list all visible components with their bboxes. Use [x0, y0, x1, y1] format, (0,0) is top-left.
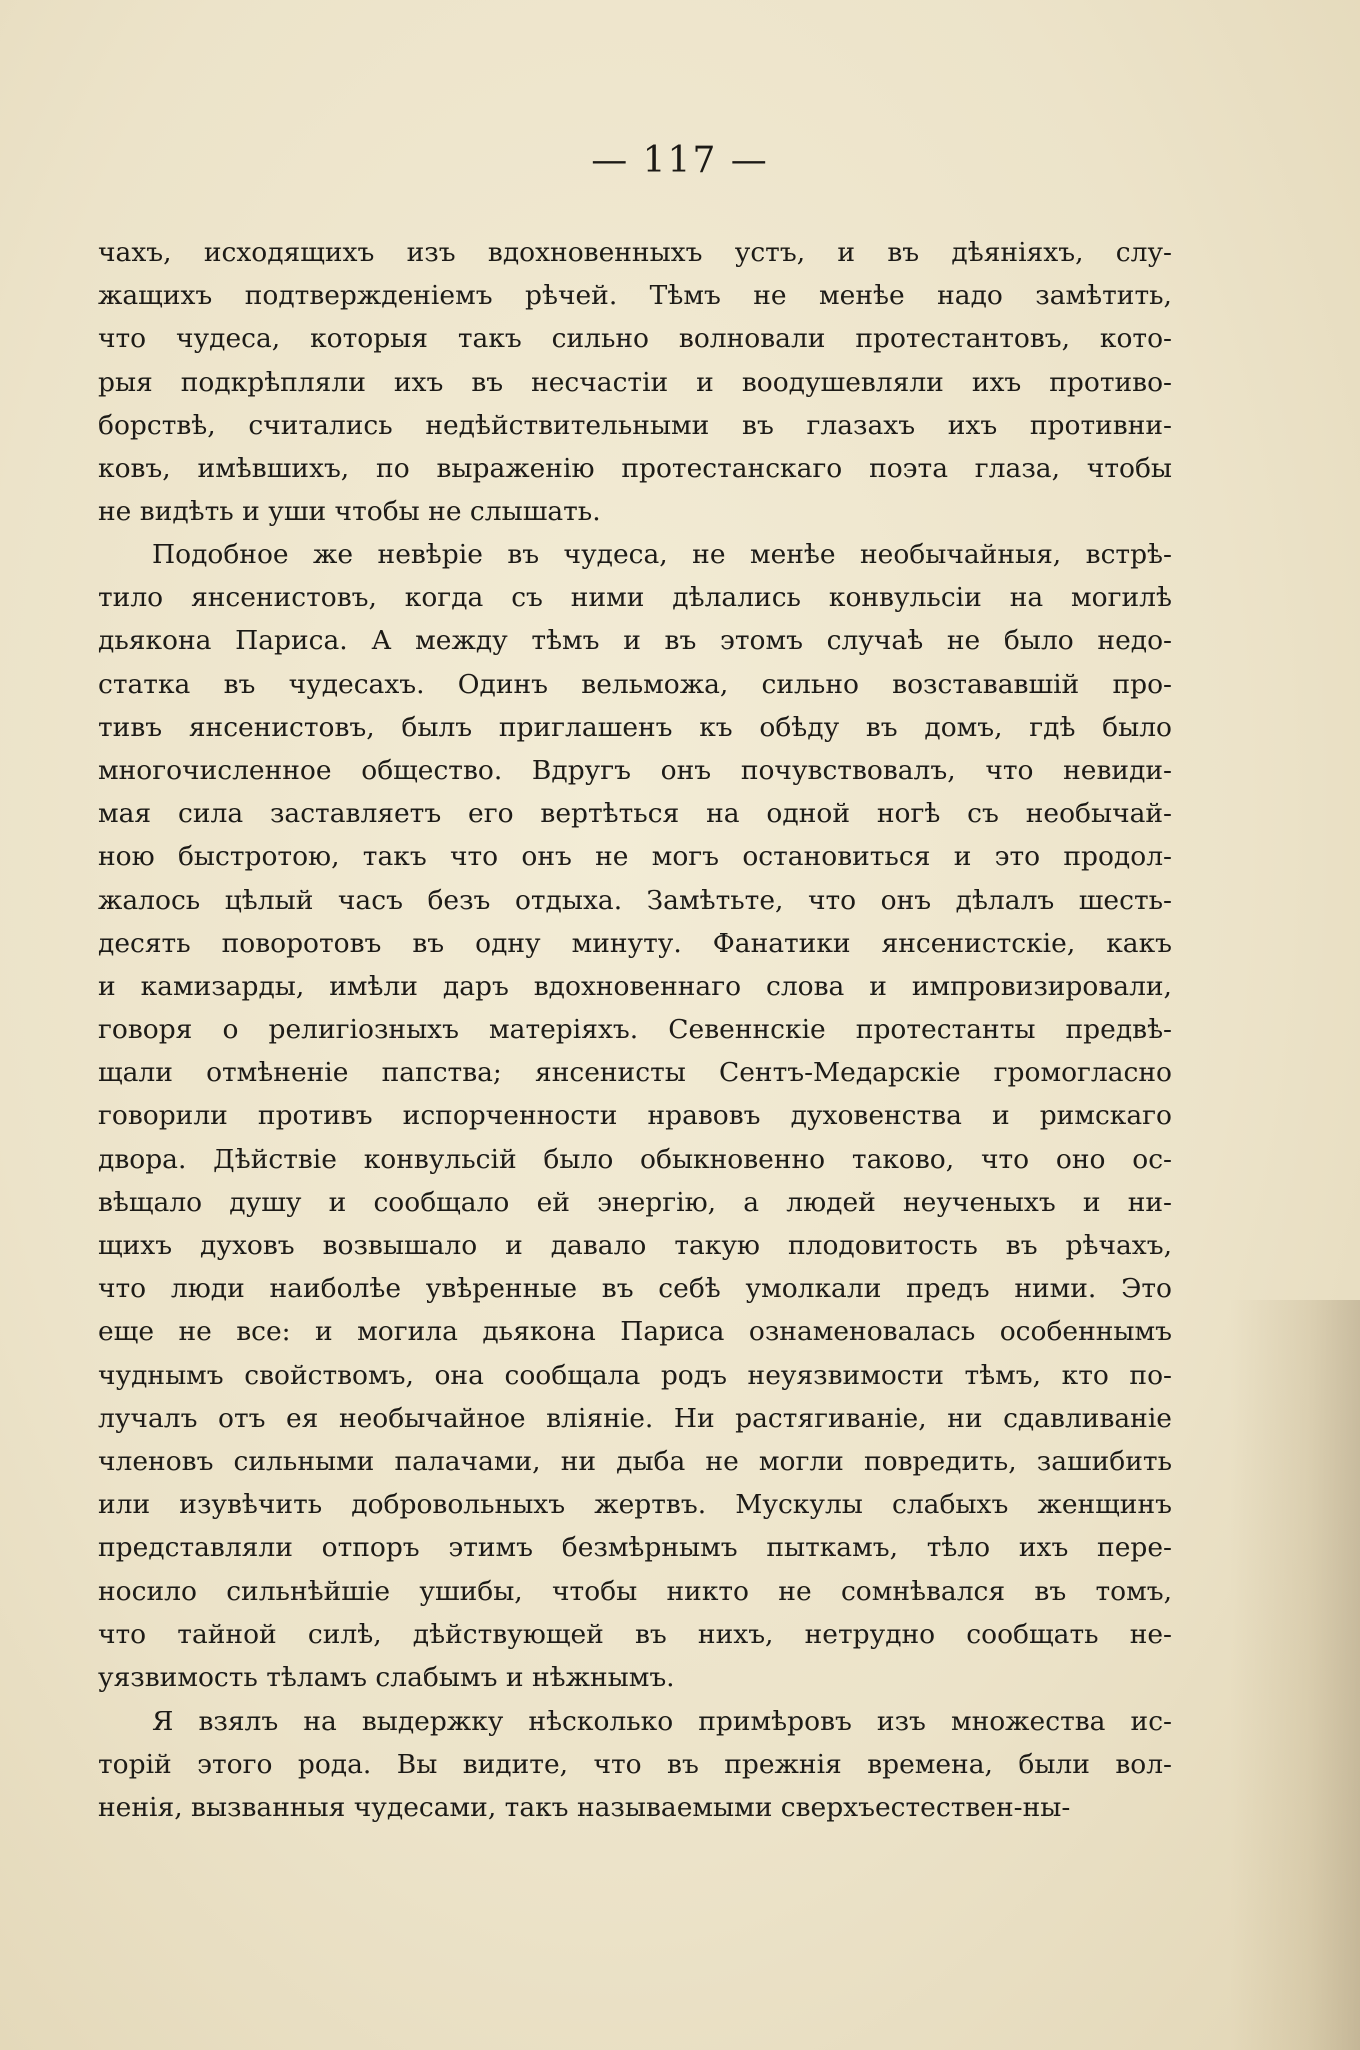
text-line: еще не все: и могила дьякона Париса ознаменовалась особеннымъ [98, 1316, 1172, 1348]
text-line: членовъ сильными палачами, ни дыба не могли повредить, зашибить [98, 1445, 1172, 1477]
text-line: двора. Дѣйствіе конвульсій было обыкновенно таково, что оно ос- [98, 1143, 1172, 1175]
text-line: не видѣть и уши чтобы не слышать. [98, 496, 601, 528]
text-line: торій этого рода. Вы видите, что въ прежнія времена, были вол- [98, 1749, 1172, 1781]
text-line: носило сильнѣйшіе ушибы, чтобы никто не сомнѣвался въ томъ, [98, 1575, 1172, 1607]
text-line: Подобное же невѣріе въ чудеса, не менѣе необычайныя, встрѣ- [152, 539, 1172, 570]
text-line: говоря о религіозныхъ матеріяхъ. Севеннскіе протестанты предвѣ- [98, 1014, 1172, 1046]
text-line: щихъ духовъ возвышало и давало такую плодовитость въ рѣчахъ, [98, 1230, 1172, 1261]
text-line: что люди наиболѣе увѣренные въ себѣ умолкали предъ ними. Это [98, 1273, 1172, 1305]
text-line: жалось цѣлый часъ безъ отдыха. Замѣтьте, что онъ дѣлалъ шесть- [98, 884, 1172, 916]
page-edge-stain [1230, 1300, 1360, 2050]
text-line: вѣщало душу и сообщало ей энергію, а людей неученыхъ и ни- [98, 1186, 1172, 1218]
text-line: и камизарды, имѣли даръ вдохновеннаго слова и импровизировали, [98, 970, 1172, 1002]
text-line: чуднымъ свойствомъ, она сообщала родъ неуязвимости тѣмъ, кто по- [98, 1359, 1172, 1391]
text-line: жащихъ подтвержденіемъ рѣчей. Тѣмъ не менѣе надо замѣтить, [98, 280, 1172, 312]
text-line: что тайной силѣ, дѣйствующей въ нихъ, нетрудно сообщать не- [98, 1618, 1172, 1650]
text-line: или изувѣчить добровольныхъ жертвъ. Мускулы слабыхъ женщинъ [98, 1489, 1172, 1521]
text-line: дьякона Париса. А между тѣмъ и въ этомъ случаѣ не было недо- [98, 625, 1172, 657]
text-line: рыя подкрѣпляли ихъ въ несчастіи и воодушевляли ихъ противо- [98, 366, 1172, 398]
text-line: ковъ, имѣвшихъ, по выраженію протестанскаго поэта глаза, чтобы [98, 452, 1172, 484]
text-line: представляли отпоръ этимъ безмѣрнымъ пыткамъ, тѣло ихъ пере- [98, 1532, 1172, 1564]
text-line: Я взялъ на выдержку нѣсколько примѣровъ изъ множества ис- [152, 1706, 1172, 1737]
text-line: что чудеса, которыя такъ сильно волновали протестантовъ, кото- [98, 323, 1172, 355]
text-line: говорили противъ испорченности нравовъ духовенства и римскаго [98, 1100, 1172, 1132]
text-line: десять поворотовъ въ одну минуту. Фанатики янсенистскіе, какъ [98, 927, 1172, 959]
text-line: уязвимость тѣламъ слабымъ и нѣжнымъ. [98, 1661, 675, 1693]
text-line: чахъ, исходящихъ изъ вдохновенныхъ устъ, и въ дѣяніяхъ, слу- [98, 237, 1172, 268]
text-line: мая сила заставляетъ его вертѣться на одной ногѣ съ необычай- [98, 798, 1172, 830]
text-line: статка въ чудесахъ. Одинъ вельможа, сильно возстававшій про- [98, 668, 1172, 700]
text-line: ною быстротою, такъ что онъ не могъ остановиться и это продол- [98, 841, 1172, 873]
text-line: ненія, вызванныя чудесами, такъ называемыми сверхъестествен-ны- [98, 1792, 1071, 1824]
page-number: — 117 — [591, 140, 769, 181]
text-line: лучалъ отъ ея необычайное вліяніе. Ни растягиваніе, ни сдавливаніе [98, 1402, 1172, 1434]
text-line: многочисленное общество. Вдругъ онъ почувствовалъ, что невиди- [98, 754, 1172, 786]
paragraph-1 [98, 231, 1172, 533]
text-line: щали отмѣненіе папства; янсенисты Сентъ-Медарскіе громогласно [98, 1057, 1172, 1089]
text-line: борствѣ, считались недѣйствительными въ глазахъ ихъ противни- [98, 409, 1172, 441]
paragraph-3 [98, 1700, 1172, 1830]
text-line: тивъ янсенистовъ, былъ приглашенъ къ обѣду въ домъ, гдѣ было [98, 711, 1172, 743]
text-line: тило янсенистовъ, когда съ ними дѣлались конвульсіи на могилѣ [98, 582, 1172, 614]
paragraph-2 [98, 533, 1172, 1699]
